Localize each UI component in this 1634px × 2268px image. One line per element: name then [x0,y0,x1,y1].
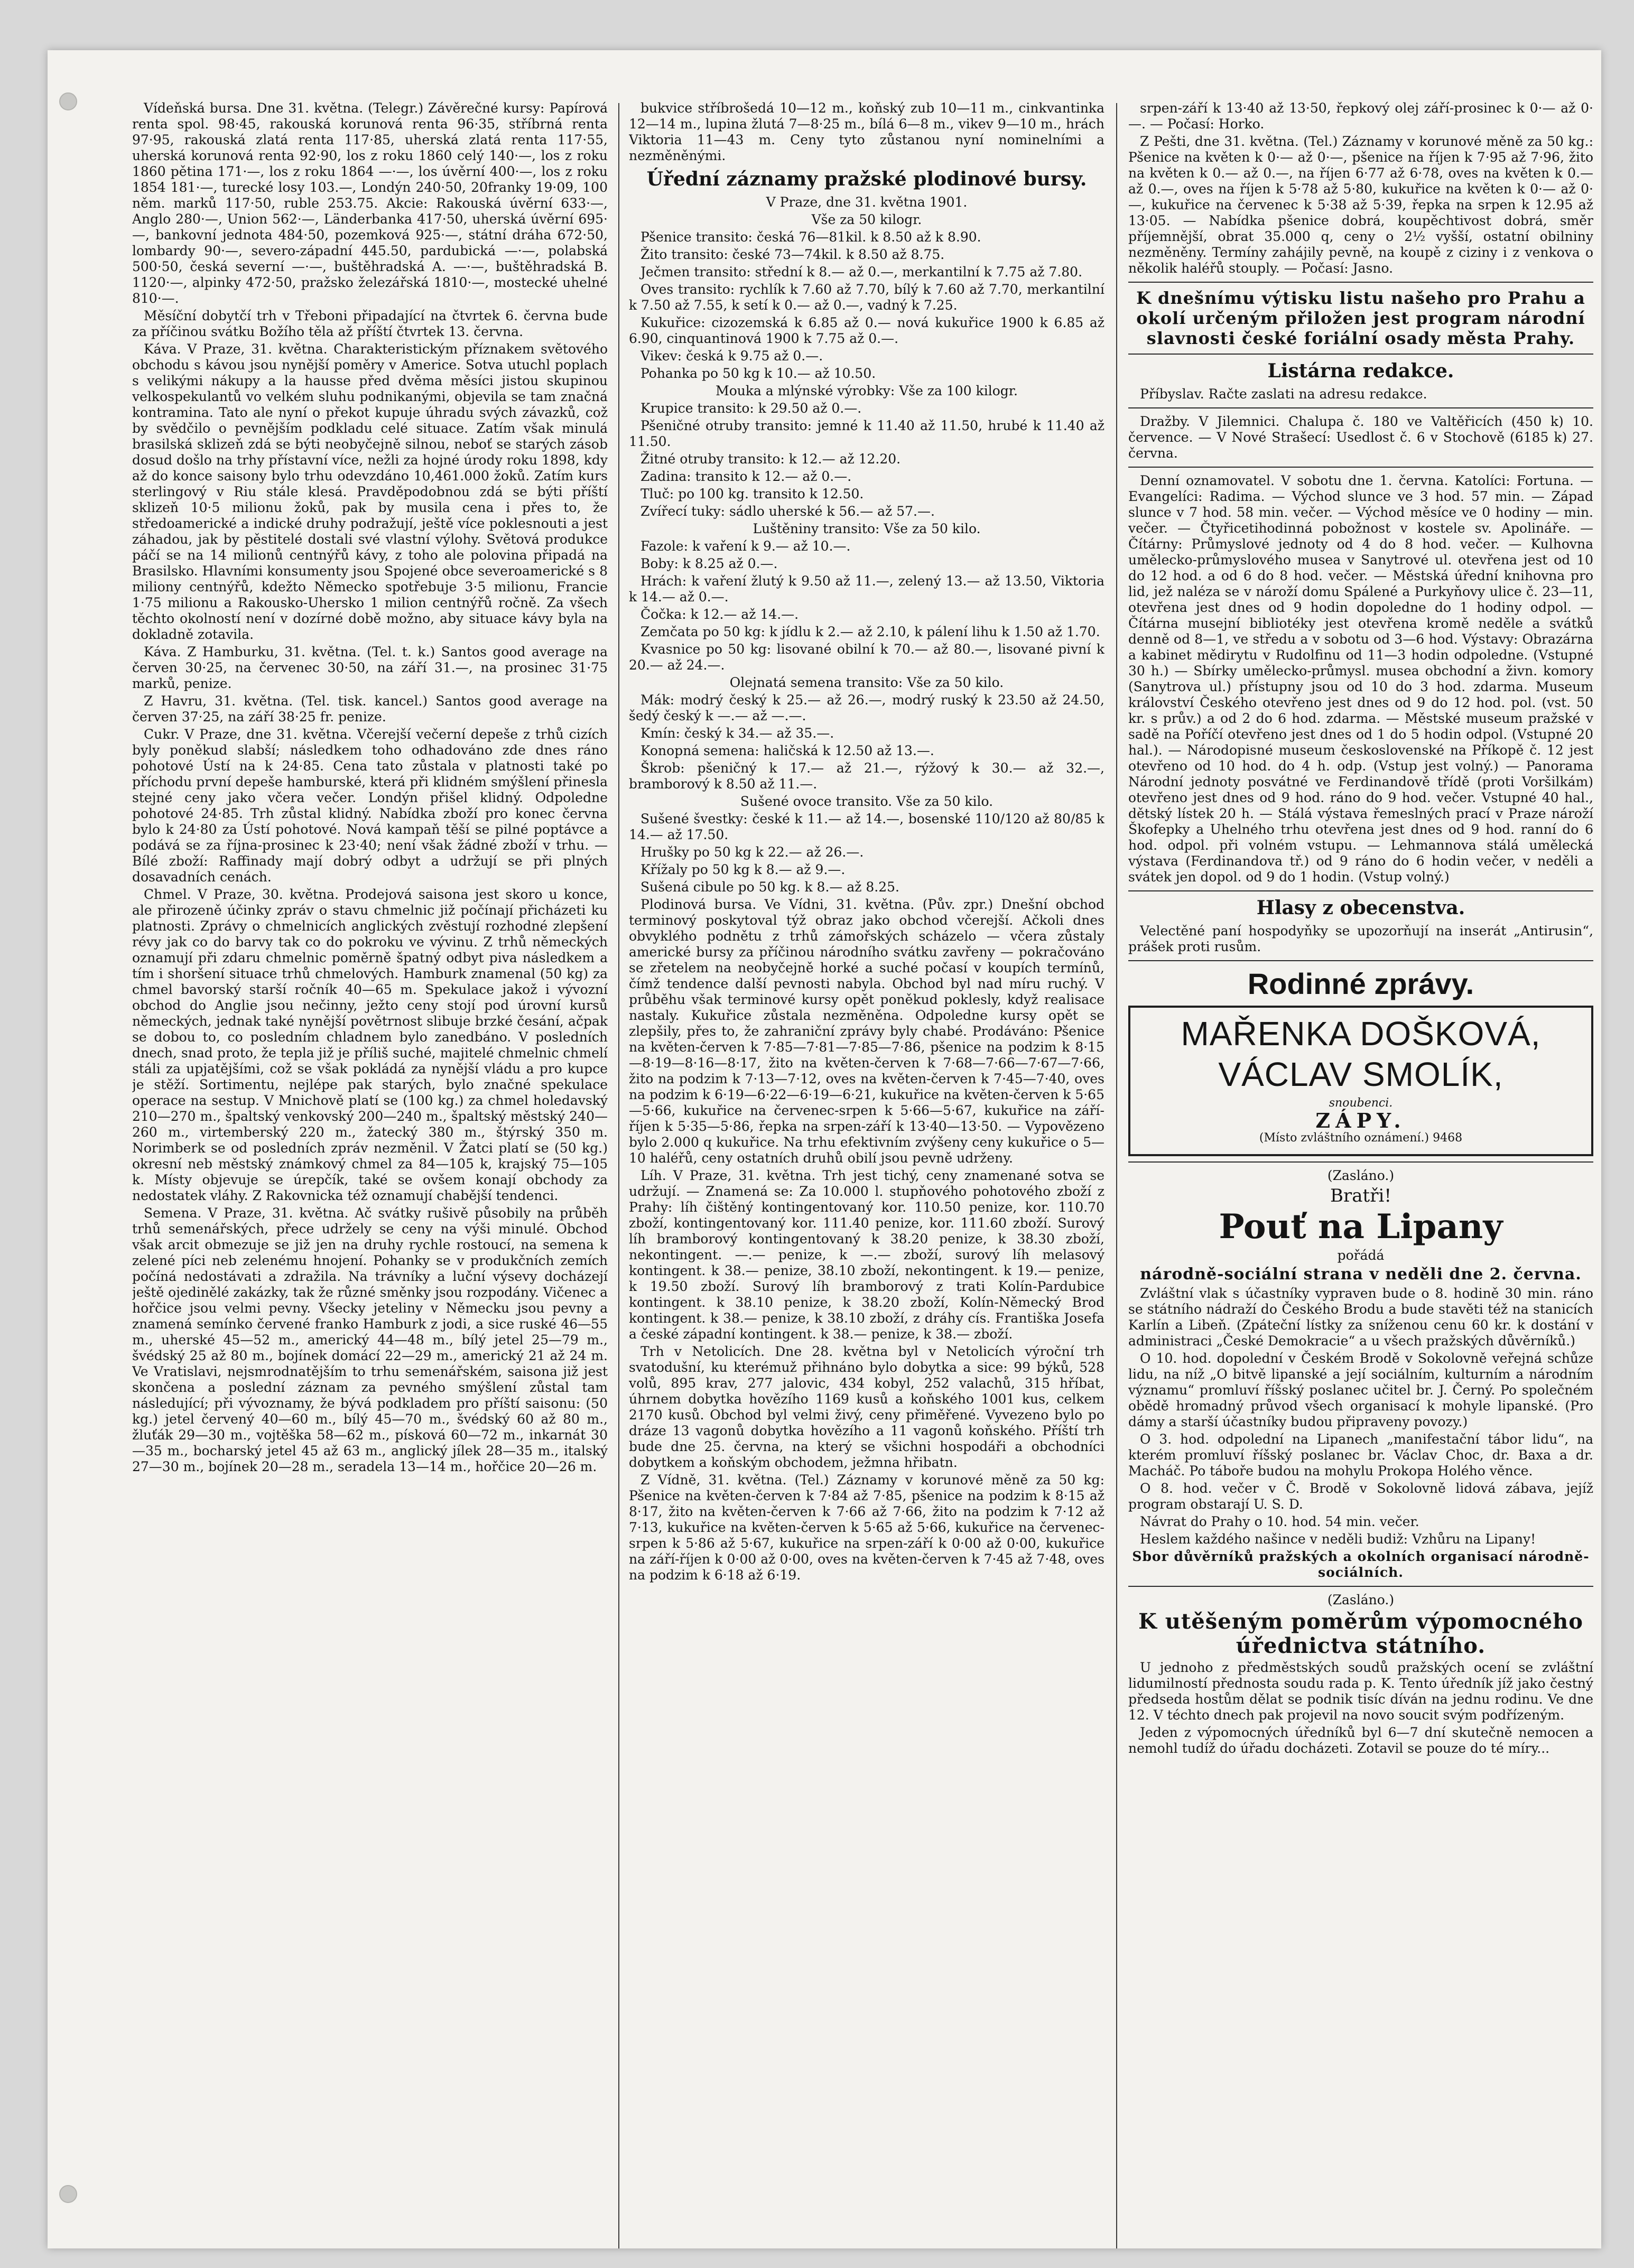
column-rule [618,103,619,2248]
price-line: Kvasnice po 50 kg: lisované obilní k 70.— až 80.—, lisované pivní k 20.— až 24.—. [629,642,1104,673]
price-line: Mák: modrý český k 25.— až 26.—, modrý ruský k 23.50 až 24.50, šedý český k —.— až —.—. [629,692,1104,723]
price-line: Zvířecí tuky: sádlo uherské k 56.— až 57.—. [640,504,935,519]
newspaper-page [48,50,1601,2248]
divider [1128,282,1593,283]
article-seeds: Semena. V Praze, 31. května. Ač svátky rušivě působily na průběh trhů semenářských, přece udržely se ceny na výši minulé. Obchod však arcit obmezuje se již jen na druhy rychle rostoucí, na semena k zelené píci neb zelenému hnojení. Pohanky se v produkčních zemích počíná nedostávati a zdražila. Na trávníky a luční výsevy docházejí ještě ojedinělé zakázky, tak že různé směnky jsou rozpodány. Vičenec a hořčice jsou velmi pevny. Všecky jeteliny v Německu jsou pevny a znamená semínko červené franko Hamburk z jodi, a sice ruské 46—55 m., uherské 45—52 m., americký 44—48 m., bílý jetel 25—79 m., švédský 25 až 80 m., bojínek domácí 22—29 m., americký 21 až 24 m. Ve Vratislavi, nejsmrodnatějším to trhu semenářském, saisona již jest skončena a poslední záznam za pevného smýšlení zůstal tam následující; při vývoznamy, že bývá podkladem pro příští saisonu: (50 kg.) jetel červený 40—60 m., bílý 45—70 m., švédský 60 až 80 m., žluťák 29—30 m., vojtěška 58—62 m., písková 60—72 m., inkarnát 30—35 m., bocharský jetel 45 až 63 m., anglický jílek 28—35 m., italský 27—30 m., bojínek 20—28 m., seradela 13—14 m., hořčice 20—26 m. [132,1205,608,1474]
pout-porada: pořádá [1337,1248,1385,1263]
heading-prague-exchange: Úřední záznamy pražské plodinové bursy. [646,168,1087,190]
price-line: Škrob: pšeničný k 17.— až 21.—, rýžový k 30.— až 32.—, bramborový k 8.50 až 11.—. [629,760,1104,792]
article-spirits: Líh. V Praze, 31. května. Trh jest tichý, ceny znamenané sotva se udržují. — Znamená se: Za 10.000 l. stupňového pohotového zboží z Prahy: líh čištěný kontingentovaný kor. 110.50 penize, kor. 110.70 zboží, kontingentovaný kor. 111.40 penize, kor. 111.60 zboží. Surový líh bramborový kontingentovaný k 38.20 penize, k 38.30 zboží, nekontingent. —.— penize, k —.— zboží, surový líh melasový kontingent. k 38.— penize, 38.10 zboží, nekontingent. k 19.— penize, k 19.50 zboží. Surový líh bramborový z trati Kolín-Pardubice kontingent. k 38.10 penize, k 38.20 zboží, Kolín-Německý Brod kontingent. k 38.— penize, k 38.10 zboží, z dráhy cís. Františka Josefa a české západní kontingent. k 38.— penize, k 38.— zboží. [629,1168,1104,1342]
pout-paragraph: O 3. hod. odpolední na Lipanech „manifestační tábor lidu“, na kterém promluví říšský poslanec br. Václav Choc, dr. Baxa a dr. Macháč. Po táboře budou na mohylu Prokopa Holého věnce. [1128,1432,1593,1479]
urednici-paragraph: U jednoho z předměstských soudů pražských ocení se zvláštní lidumilností přednosta soudu rada p. K. Tento úředník jíž jako čestný předseda hostům dělat se podnik tisíc díván na jednu rodinu. Ve dne 12. V téchto dnech pak projevil na novo soucit svým podřízeným. [1128,1660,1593,1723]
subheading: Luštěniny transito: Vše za 50 kilo. [753,521,981,536]
article-coffee: Káva. V Praze, 31. května. Charakteristickým příznakem světového obchodu s kávou jsou nynější poměry v Americe. Sotva utuchl poplach s velikými nákupy a la hausse před dvěma měsíci jistou skupinou velkospekulantů vo velkém sluhu podnikanými, objevila se tam značná kontramina. Tato ale nyní o překot kupuje úhradu svých závazků, což by svědčilo o pevnějším podkladu celé situace. Zatím však minulá brasilská sklizeň zdá se býti neobyčejně silnou, neboť se starých zásob dosud došlo na trhy přístavní více, nežli za hojné úrody roku 1898, kdy až do konce saisony bylo trhu odevzdáno 10,461.000 žoků. Zatím kurs sterlingový v Riu stále klesá. Pravděpodobnou zdá se býti příští sklizeň 10·5 milionu žoků, pak by musila cena i přes to, že středoamerické a indické druhy podražují, ještě více poklesnouti a jest záhadou, jak by pěstitelé dostali své vlastní výlohy. Světová produkce páčí se na 14 milionů centnýřů kávy, z toho ale polovina připadá na Brasilsko. Hlavními konsumenty jsou Spojené obce severoamerické s 8 miliony centnýřů, kdežto Německo spotřebuje 3·5 milionu, Francie 1·75 milionu a Rakousko-Uhersko 1 milion centnýřů ročně. Za všech těchto okolností není v dozírné době možno, aby situace kávy byla na dokladně zotavila. [132,341,608,642]
article-cont: srpen-září k 13·40 až 13·50, řepkový olej září-prosinec k 0·— až 0·—. — Počasí: Horko. [1128,100,1593,132]
divider [1128,890,1593,891]
price-line: Čočka: k 12.— až 14.—. [640,607,799,622]
family-news-title: Rodinné zprávy. [1247,967,1474,1000]
pout-title: Pouť na Lipany [1219,1207,1503,1247]
ad-note-text: (Místo zvláštního oznámení.) [1259,1131,1429,1145]
article-coffee-hamburg: Káva. Z Hamburku, 31. května. (Tel. t. k.) Santos good average na červen 30·25, na červenec 30·50, na září 31.—, na prosinec 31·75 marků, penize. [132,644,608,691]
divider [1128,960,1593,961]
price-line: Zemčata po 50 kg: k jídlu k 2.— až 2.10, k pálení lihu k 1.50 až 1.70. [640,624,1100,639]
subheading: Mouka a mlýnské výrobky: Vše za 100 kilogr. [716,383,1018,398]
unit-note: Vše za 50 kilogr. [811,212,922,227]
price-line: Ječmen transito: střední k 8.— až 0.—, merkantilní k 7.75 až 7.80. [640,264,1083,280]
urednici-paragraph: Jeden z výpomocných úředníků byl 6—7 dní skutečně nemocen a nemohl tudíž do úřadu docházeti. Zotavil se pouze do té míry... [1128,1725,1593,1756]
pout-paragraph: O 10. hod. dopolední v Českém Brodě v Sokolovně veřejná schůze lidu, na níž „O bitvě lipanské a její sociálním, kulturním a národním významu“ promluví říšský poslanec učitel br. J. Černý. Po společném obědě hromadný průvod všech organisací k mohyle lipanské. (Pro dámy a starší účastníky budou připraveny povozy.) [1128,1351,1593,1429]
article-pest: Z Pešti, dne 31. května. (Tel.) Záznamy v korunové měně za 50 kg.: Pšenice na květen k 0·— až 0·—, pšenice na říjen k 7·95 až 7·96, žito na květen k 0.— až 0.—, na říjen 6·77 až 6·78, oves na květen k 0.— až 0.—, oves na říjen k 5·78 až 5·80, kukuřice na květen k 0·— až 0·—, kukuřice na červenec k 5·38 až 5·39, řepka na srpen k 12.95 až 13·05. — Nabídka pšenice dobrá, koupěchtivost dobrá, směr příjemnější, obrat 35.000 q, ceny o 2½ vyšší, ostatní obilniny nezměněny. Termíny zahájily pevně, na koupě z ciziny i z venkova o několik haléřů stouply. — Počasí: Jasno. [1128,134,1593,276]
pout-paragraph: Návrat do Prahy o 10. hod. 54 min. večer. [1140,1514,1419,1529]
article-sugar: Cukr. V Praze, dne 31. května. Včerejší večerní depeše z trhů cizích byly poněkud slabší; následkem toho odhadováno zde dnes ráno pohotové Ústí na k 24·85. Cena tato zůstala v platnosti také po příchodu první depeše hamburské, která při klidném smýšlení přinesla stejné ceny jako včera večer. Londýn přišel klidný. Odpoledne pohotové 24·85. Trh zůstal klidný. Nabídka zboží pro konec června bylo k 24·80 za Ústí pohotové. Nová kampaň těší se pilné poptávce a podává se za října-prosinec k 23·40; není však žádné zboží v trhu. — Bílé zboží: Raffinady mají dobrý odbyt a udržují se při plných dosavadních cenách. [132,727,608,885]
engaged-label: snoubenci. [1329,1096,1393,1110]
divider [1128,467,1593,468]
article-seeds-cont: bukvice stříbrošedá 10—12 m., koňský zub 10—11 m., cinkvantinka 12—14 m., lupina žlutá 7—8·25 m., bílá 6—8 m., vikev 9—10 m., hrách Viktoria 11—43 m. Ceny tyto zůstanou nyní nominelními a nezměněnými. [629,100,1104,163]
price-line: Krupice transito: k 29.50 až 0.—. [640,401,862,416]
price-line: Kmín: český k 34.— až 35.—. [640,726,834,741]
article-vienna-produce: Plodinová bursa. Ve Vídni, 31. května. (Pův. zpr.) Dnešní obchod terminový poskytoval týž obraz jako obchod včerejší. Ačkoli dnes obvyklého podnětu z trhů zámořských scházelo — včera zůstaly americké bursy za příčinou národního svátku zavřeny — pokračováno se zřetelem na neobyčejně horké a suché počasí v koupích termínů, čímž tendence další pevnosti nabyla. Obchod byl nad míru ruchý. V průběhu však terminové kursy opět poněkud poklesly, když realisace nastaly. Kukuřice zůstala nezměněna. Odpoledne kursy opět se zlepšily, přes to, že zahraniční zprávy byly chabé. Prodáváno: Pšenice na květen-červen k 7·85—7·81—7·85—7·86, pšenice na podzim k 8·15—8·19—8·16—8·17, žito na květen-červen k 7·68—7·66—7·67—7·66, žito na podzim k 7·13—7·12, oves na květen-červen k 7·45—7·40, oves na podzim k 6·19—6·22—6·19—6·21, kukuřice na květen-červen k 5·65—5·66, kukuřice na červenec-srpen k 5·66—5·67, kukuřice na září-říjen k 5·35—5·86, řepka na srpen-září k 13·40—13·50. — Vypovězeno bylo 2.000 q kukuřice. Na trhu efektivním zvýšeny ceny kukuřice o 5—10 haléřů, ceny ostatních druhů obilí jsou pevně udrženy. [629,897,1104,1166]
article-hops: Chmel. V Praze, 30. května. Prodejová saisona jest skoro u konce, ale přirozeně účinky zpráv o stavu chmelnic již počínají přicházeti ku platnosti. Zprávy o chmelnicích anglických zvěstují rozhodné zlepšení révy jak co do barvy tak co do pokroku ve vývinu. Z trhů německých oznamují při zdaru chmelnic poměrně špatný odbyt piva následkem a tím i shoršení situace trhů chmelových. Hamburk znamenal (50 kg) za chmel bavorský starší ročník 40—65 m. Spekulace jakož i vývozní obchod do Anglie jsou nečinny, ježto ceny stojí pod úrovní kursů německých, jednak také nynější povětrnost slibuje brzké česání, ačpak se dobou to, co posledním chladnem bylo zanedbáno. V posledních dnech, snad proto, že tepla již je příliš suché, majitelé chmelnic chmelí stáli za upjatějšími, což se však pokládá za nynější vládu a pro kupce je stěží. Sortimentu, nejlépe pak starých, bylo značné spekulace operace na sestup. V Mnichově platí se (100 kg.) za chmel holedavský 210—270 m., špaltský venkovský 200—240 m., špaltský městský 240—260 m., virtemberský 220 m., žatecký 380 m., štýrský 350 m. Norimberk se od posledních zpráv nezměnil. V Žatci platí se (50 kg.) okresní neb městský známkový chmel za 84—105 k, krajský 75—105 k. Místy objevuje se úrepčík, také se ovšem konají obchody za nedostatek vláhy. Z Rakovnicka též oznamují chabější tendenci. [132,887,608,1203]
article-havre: Z Havru, 31. května. (Tel. tisk. kancel.) Santos good average na červen 37·25, na září 38·25 fr. penize. [132,693,608,724]
column-left [132,100,608,2256]
listarna-title: Listárna redakce. [1267,360,1454,382]
hlasy-title: Hlasy z obecenstva. [1256,897,1465,919]
place: ZÁPY. [1315,1109,1406,1132]
pout-paragraph: O 8. hod. večer v Č. Brodě v Sokolovně lidová zábava, jejíž program obstarají U. S. D. [1128,1481,1593,1512]
listarna-text: Příbyslav. Račte zaslati na adresu redakce. [1140,386,1427,402]
price-line: Zadina: transito k 12.— až 0.—. [640,469,852,484]
price-line: Kukuřice: cizozemská k 6.85 až 0.— nová kukuřice 1900 k 6.85 až 6.90, cinquantinová 1900 k 7.75 až 0.—. [629,315,1104,346]
punch-hole [59,92,77,110]
article-vienna-exchange: Vídeňská bursa. Dne 31. května. (Telegr.) Závěrečné kursy: Papírová renta spol. 98·45, rakouská korunová renta 96·35, stříbrná renta 97·95, rakouská zlatá renta 117·85, uherská zlatá renta 117·55, uherská korunová renta 92·90, los z roku 1860 celý 140·—, los z roku 1860 pětina 171·—, los z roku 1864 —·—, los úvěrní 400·—, los z roku 1854 181·—, turecké losy 103.—, Londýn 240·50, 20franky 19·09, 100 něm. marků 117·50, ruble 253.75. Akcie: Rakouská úvěrní 633·—, Anglo 280·—, Union 562·—, Länderbanka 417·50, uherská úvěrní 695·—, bankovní jednota 484·50, pozemková 925·—, státní dráha 672·50, lombardy 90·—, severo-západní 445.50, pardubická —·—, polabská 500·50, česká severní —·—, buštěhradská A. —·—, buštěhradská B. 1120·—, alpinky 472·50, pražsko železářská 1810·—, mostecké uhelné 810·—. [132,100,608,306]
divider [1128,407,1593,408]
notice-program: K dnešnímu výtisku listu našeho pro Prahu a okolí určeným přiložen jest program národní slavnosti české foriální osady města Prahy. [1136,288,1585,348]
divider [1128,1586,1593,1587]
dateline: V Praze, dne 31. května 1901. [766,194,968,210]
name-groom: VÁCLAV SMOLÍK, [1218,1055,1503,1093]
price-line: Vikev: česká k 9.75 až 0.—. [640,348,823,364]
price-line: Pšeničné otruby transito: jemné k 11.40 až 11.50, hrubé k 11.40 až 11.50. [629,418,1104,449]
price-line: Hrách: k vaření žlutý k 9.50 až 11.—, zelený 13.— až 13.50, Viktoria k 14.— až 0.—. [629,573,1104,605]
price-line: Žitné otruby transito: k 12.— až 12.20. [640,451,901,467]
ad-note [1136,1130,1586,1146]
price-line: Sušené švestky: české k 11.— až 14.—, bosenské 110/120 až 80/85 k 14.— až 17.50. [629,811,1104,842]
urednici-title: K utěšeným poměrům výpomocného úřednictva státního. [1138,1609,1583,1658]
zaslano-label: (Zasláno.) [1327,1168,1395,1183]
article-vienna-telegram: Z Vídně, 31. května. (Tel.) Záznamy v korunové měně za 50 kg: Pšenice na květen-červen k 7·84 až 7·85, pšenice na podzim k 8·15 až 8·17, žito na květen-červen k 7·66 až 7·66, žito na podzim k 7·12 až 7·13, kukuřice na květen-červen k 5·65 až 5·66, kukuřice na červenec-srpen k 5·86 až 5·67, kukuřice na srpen-září k 0·00 až 0·00, kukuřice na září-říjen k 0·00 až 0·00, oves na květen-červen k 7·45 až 7·48, oves na podzim k 6·18 až 6·19. [629,1472,1104,1583]
zaslano-label: (Zasláno.) [1327,1592,1395,1607]
ad-number: 9468 [1433,1131,1463,1145]
name-bride: MAŘENKA DOŠKOVÁ, [1181,1015,1541,1053]
price-line: Oves transito: rychlík k 7.60 až 7.70, bílý k 7.60 až 7.70, merkantilní k 7.50 až 7.55, k setí k 0.— až 0.—, vadný k 7.25. [629,282,1104,313]
pout-signature: Sbor důvěrníků pražských a okolních organisací národně-sociálních. [1132,1549,1590,1580]
column-middle [629,100,1104,2256]
subheading: Sušené ovoce transito. Vše za 50 kilo. [740,794,994,809]
article-netolice: Trh v Netolicích. Dne 28. května byl v Netolicích výroční trh svatodušní, ku kterémuž přihnáno bylo dobytka a sice: 99 býků, 528 volů, 895 krav, 277 jalovic, 434 kobyl, 252 valachů, 315 hříbat, úhrnem dobytka hovězího 1169 kusů a koňského 1001 kus, celkem 2170 kusů. Obchod byl velmi živý, ceny přiměřené. Vyvezeno bylo po dráze 13 vagonů dobytka hovězího a 11 vagonů koňského. Příští trh bude dne 25. června, na který se všichni hospodáři a obchodníci dobytkem a koňským obchodem, ježmna hřibatn. [629,1344,1104,1470]
daily-announcer: Denní oznamovatel. V sobotu dne 1. června. Katolíci: Fortuna. — Evangelíci: Radima. — Východ slunce ve 3 hod. 57 min. — Západ slunce v 7 hod. 58 min. večer. — Východ měsíce ve 0 hodiny — min. večer. — Čtyřicetihodinná pobožnost v kostele sv. Apolináře. — Čítárny: Průmyslové jednoty od 4 do 8 hod. večer. — Kulhovna umělecko-průmyslového musea v Sanytrové ul. otevřena jest od 10 do 12 hod. a od 6 do 8 hod. večer. — Městská úřední knihovna pro lid, jež naléza se v nároží domu Spálené a Purkyňovy ulice č. 23—11, otevřena jest dnes od 9 hodin dopoledne do 1 hodiny odpol. — Čítárna musejní bibliotéky jest otevřena kromě neděle a svátků denně od 8—1, ve středu a v sobotu od 3—6 hod. Výstavy: Obrazárna a kabinet mědirytu v Rudolfinu od 11—3 hodin odpoledne. (Vstupné 30 h.) — Sbírky umělecko-průmysl. musea obchodní a živn. komory (Sanytrova ul.) přístupny jsou od 10 do 3 hod. zdarma. Museum království Českého otevřeno jest dnes od 9 do 12 hod. pol. (vst. 50 kr. s prův.) a od 2 do 6 hod. zdarma. — Městské museum pražské v sadě na Poříčí otevřeno jest dnes od 1 do 5 hodin odpol. (Vstupné 20 hal.). — Národopisné museum československé na Příkopě č. 12 jest otevřeno od 10 hod. do 4 h. odp. (Vstup jest volný.) — Panorama Národní jednoty posvátné ve Ferdinandově třídě (proti Voršilkám) otevřeno jest dnes od 9 hod. ráno do 9 hod. večer. Vstupné 40 hal., dětský lístek 20 h. — Stálá výstava řemeslných prací v Praze nároží Škofepky a Uhelného trhu otevřena jest dnes od 9 hod. ranní do 6 hod. odpol. při volném vstupu. — Lehmannova stálá umělecká výstava (Ferdinandova tř.) od 9 ráno do 6 hodin večer, v neděli a svátek jen dopol. od 9 do 1 hodin. (Vstup volný.) [1128,473,1593,885]
price-line: Tluč: po 100 kg. transito k 12.50. [640,486,864,501]
column-right [1128,100,1593,2256]
price-line: Hrušky po 50 kg k 22.— až 26.—. [640,844,864,860]
price-line: Pšenice transito: česká 76—81kil. k 8.50 až k 8.90. [640,229,981,245]
price-line: Fazole: k vaření k 9.— až 10.—. [640,538,851,554]
divider [1128,1161,1593,1163]
pout-greeting: Bratři! [1330,1185,1391,1206]
price-line: Sušená cibule po 50 kg. k 8.— až 8.25. [640,879,899,895]
subheading: Olejnatá semena transito: Vše za 50 kilo. [729,675,1004,690]
divider [1128,354,1593,355]
article-trebon-market: Měsíční dobytčí trh v Třeboni připadající na čtvrtek 6. června bude za příčinou svátku Božího těla až příští čtvrtek 13. června. [132,308,608,339]
hlasy-text: Velectěné paní hospodyňky se upozorňují na inserát „Antirusin“, prášek proti rusům. [1128,923,1593,954]
price-line: Pohanka po 50 kg k 10.— až 10.50. [640,366,876,381]
price-line: Křížaly po 50 kg k 8.— až 9.—. [640,862,846,877]
column-rule [1116,103,1117,2248]
engagement-ad [1128,1006,1593,1156]
price-line: Konopná semena: haličská k 12.50 až 13.—. [640,743,934,758]
price-line: Boby: k 8.25 až 0.—. [640,556,778,571]
auctions: Dražby. V Jilemnici. Chalupa č. 180 ve Valtěřicích (450 k) 10. července. — V Nové Strašecí: Usedlost č. 6 v Stochově (6185 k) 27. června. [1128,414,1593,461]
pout-party: národně-sociální strana v neděli dne 2. června. [1140,1265,1582,1284]
punch-hole [59,2185,77,2203]
pout-paragraph: Zvláštní vlak s účastníky vypraven bude o 8. hodině 30 min. ráno se státního nádraží do Českého Brodu a bude stavěti též na stanicích Karlín a Libeň. (Zpáteční lístky za sníženou cenu 60 kr. k dostání v administraci „České Demokracie“ a u všech pražských důvěrníků.) [1128,1286,1593,1349]
price-line: Žito transito: české 73—74kil. k 8.50 až 8.75. [640,247,945,262]
pout-paragraph: Heslem každého našince v neděli budiž: Vzhůru na Lipany! [1140,1531,1536,1547]
